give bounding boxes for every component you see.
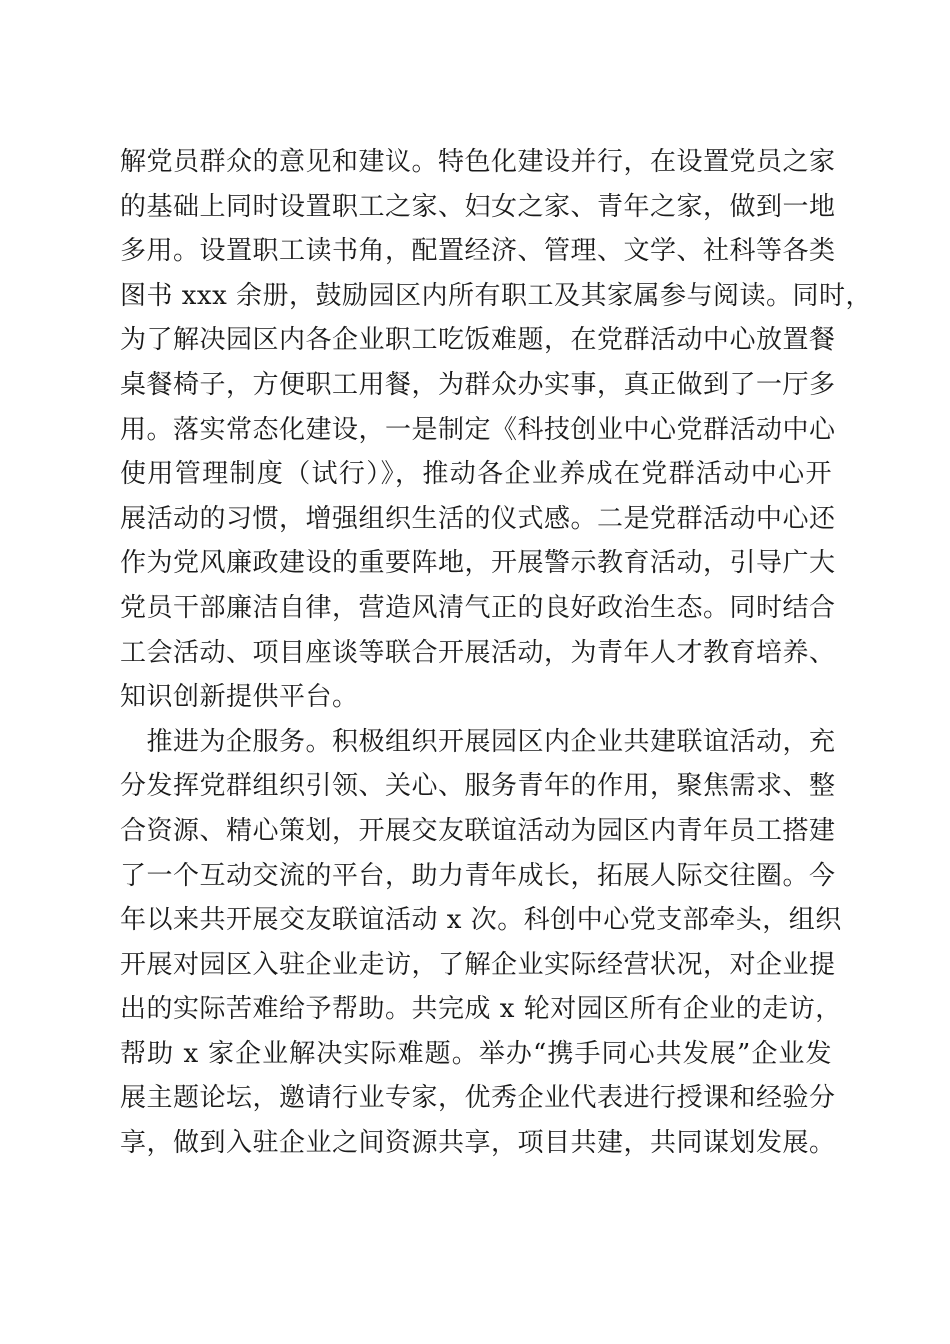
text-line: 帮助 x 家企业解决实际难题。举办“携手同心共发展”企业发 bbox=[120, 1038, 832, 1069]
text-line: 年以来共开展交友联谊活动 x 次。科创中心党支部牵头，组织 bbox=[120, 905, 842, 936]
text-line: 解党员群众的意见和建议。特色化建设并行，在设置党员之家 bbox=[120, 147, 836, 177]
text-line: 为了解决园区内各企业职工吃饭难题，在党群活动中心放置餐 bbox=[120, 325, 836, 356]
text-line: 用。落实常态化建设，一是制定《科技创业中心党群活动中心 bbox=[120, 414, 836, 445]
text-line: 出的实际苦难给予帮助。共完成 x 轮对园区所有企业的走访， bbox=[120, 994, 842, 1025]
paragraph-1 bbox=[120, 140, 873, 720]
text-line: 图书 xxx 余册，鼓励园区内所有职工及其家属参与阅读。同时， bbox=[120, 280, 873, 311]
text-line: 多用。设置职工读书角，配置经济、管理、文学、社科等各类 bbox=[120, 236, 836, 267]
text-line: 桌餐椅子，方便职工用餐，为群众办实事，真正做到了一厅多 bbox=[120, 369, 836, 400]
text-line: 展活动的习惯，增强组织生活的仪式感。二是党群活动中心还 bbox=[120, 503, 836, 534]
text-line: 推进为企服务。积极组织开展园区内企业共建联谊活动，充 bbox=[120, 726, 836, 757]
text-line: 工会活动、项目座谈等联合开展活动，为青年人才教育培养、 bbox=[120, 637, 836, 668]
text-line: 的基础上同时设置职工之家、妇女之家、青年之家，做到一地 bbox=[120, 191, 836, 222]
text-line: 分发挥党群组织引领、关心、服务青年的作用，聚焦需求、整 bbox=[120, 771, 836, 802]
document-body bbox=[120, 140, 873, 1166]
text-line: 使用管理制度（试行）》，推动各企业养成在党群活动中心开 bbox=[120, 459, 832, 490]
text-line: 作为党风廉政建设的重要阵地，开展警示教育活动，引导广大 bbox=[120, 548, 836, 579]
text-line: 党员干部廉洁自律，营造风清气正的良好政治生态。同时结合 bbox=[120, 592, 836, 623]
text-line: 享，做到入驻企业之间资源共享，项目共建，共同谋划发展。 bbox=[120, 1128, 836, 1159]
text-line: 开展对园区入驻企业走访，了解企业实际经营状况，对企业提 bbox=[120, 949, 836, 980]
text-line: 展主题论坛，邀请行业专家，优秀企业代表进行授课和经验分 bbox=[120, 1083, 836, 1114]
text-line: 知识创新提供平台。 bbox=[120, 682, 359, 713]
text-line: 合资源、精心策划，开展交友联谊活动为园区内青年员工搭建 bbox=[120, 815, 836, 846]
text-line: 了一个互动交流的平台，助力青年成长，拓展人际交往圈。今 bbox=[120, 860, 836, 891]
paragraph-2 bbox=[120, 720, 842, 1166]
